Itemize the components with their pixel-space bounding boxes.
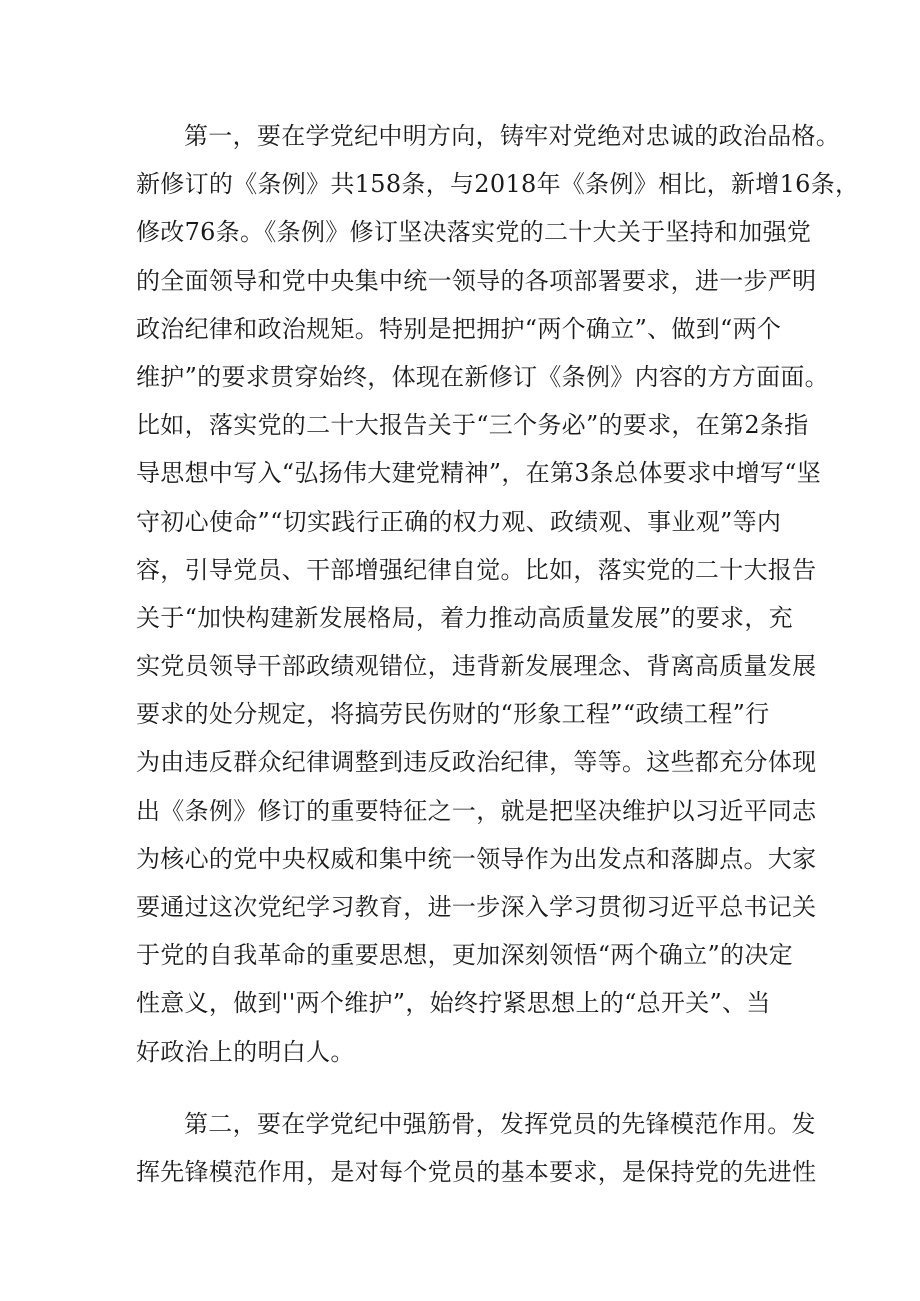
text-line: 为由违反群众纪律调整到违反政治纪律，等等。这些都充分体现 (136, 748, 817, 777)
text-line: 第一，要在学党纪中明方向，铸牢对党绝对忠诚的政治品格。 (184, 122, 841, 150)
paragraph-1 (136, 112, 860, 1076)
paragraph-2 (136, 1100, 817, 1196)
text-line: 于党的自我革命的重要思想，更加深刻领悟“两个确立”的决定 (136, 941, 793, 970)
text-line: 实党员领导干部政绩观错位，违背新发展理念、背离高质量发展 (136, 652, 817, 681)
text-line: 的全面领导和党中央集中统一领导的各项部署要求，进一步严明 (136, 266, 817, 295)
text-line: 好政治上的明白人。 (136, 1037, 355, 1066)
text-line: 政治纪律和政治规矩。特别是把拥护“两个确立”、做到“两个 (136, 314, 782, 343)
text-line: 比如，落实党的二十大报告关于“三个务必”的要求，在第2条指 (136, 411, 809, 440)
text-line: 性意义，做到''两个维护”，始终拧紧思想上的“总开关”、当 (136, 989, 771, 1018)
text-line: 要通过这次党纪学习教育，进一步深入学习贯彻习近平总书记关 (136, 893, 817, 921)
text-line: 新修订的《条例》共158条，与2018年《条例》相比，新增16条， (136, 170, 860, 199)
text-line: 出《条例》修订的重要特征之一，就是把坚决维护以习近平同志 (136, 796, 817, 825)
text-line: 修改76条。《条例》修订坚决落实党的二十大关于坚持和加强党 (136, 218, 812, 247)
text-line: 导思想中写入“弘扬伟大建党精神”，在第3条总体要求中增写“坚 (136, 459, 822, 488)
text-line: 第二，要在学党纪中强筋骨，发挥党员的先锋模范作用。发 (184, 1109, 816, 1138)
text-line: 守初心使命”“切实践行正确的权力观、政绩观、事业观”等内 (136, 507, 782, 536)
text-line: 挥先锋模范作用，是对每个党员的基本要求，是保持党的先进性 (136, 1157, 817, 1186)
text-line: 为核心的党中央权威和集中统一领导作为出发点和落脚点。大家 (136, 844, 817, 873)
text-line: 容，引导党员、干部增强纪律自觉。比如，落实党的二十大报告 (136, 555, 817, 584)
text-line: 要求的处分规定，将搞劳民伤财的“形象工程”“政绩工程”行 (136, 700, 770, 729)
paragraph-spacing (136, 1076, 798, 1100)
text-line: 维护”的要求贯穿始终，体现在新修订《条例》内容的方方面面。 (136, 362, 829, 391)
text-line: 关于“加快构建新发展格局，着力推动高质量发展”的要求，充 (136, 603, 793, 632)
